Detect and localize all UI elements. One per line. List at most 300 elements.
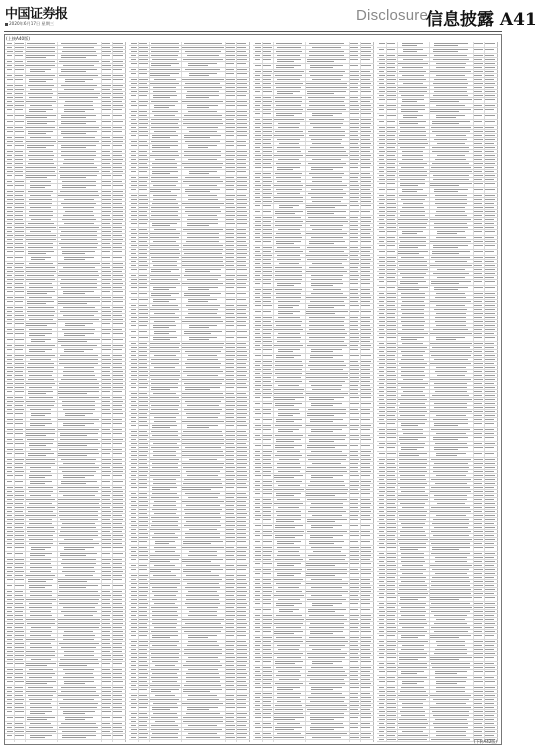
table-cell: [131, 707, 136, 708]
table-cell: [379, 547, 385, 548]
table-cell: [131, 91, 137, 92]
table-cell: [277, 563, 301, 564]
table-cell: [306, 471, 347, 472]
table-cell: [7, 599, 12, 600]
table-cell: [152, 435, 178, 436]
table-cell: [226, 559, 235, 560]
table-cell: [226, 215, 235, 216]
table-cell: [398, 383, 428, 384]
table-cell: [226, 73, 234, 74]
table-cell: [30, 423, 52, 424]
table-cell: [62, 251, 95, 252]
table-cell: [15, 627, 23, 628]
table-cell: [102, 603, 110, 604]
table-cell: [102, 345, 111, 346]
table-cell: [7, 627, 12, 628]
table-cell: [309, 337, 345, 338]
table-cell: [182, 489, 211, 490]
table-cell: [263, 247, 272, 248]
table-cell: [274, 631, 303, 632]
table-cell: [30, 419, 51, 420]
table-cell: [226, 463, 234, 464]
table-cell: [189, 339, 209, 340]
table-cell: [7, 223, 12, 224]
table-cell: [275, 663, 295, 664]
table-cell: [399, 589, 427, 590]
table-cell: [387, 325, 396, 326]
table-cell: [274, 397, 304, 398]
table-cell: [237, 151, 247, 152]
table-cell: [131, 619, 137, 620]
table-cell: [237, 245, 247, 246]
table-cell: [58, 275, 99, 276]
table-cell: [401, 199, 425, 200]
table-cell: [431, 429, 470, 430]
table-cell: [15, 349, 23, 350]
table-cell: [102, 659, 111, 660]
table-cell: [102, 429, 110, 430]
table-cell: [387, 293, 396, 294]
table-cell: [226, 51, 235, 52]
table-cell: [184, 517, 221, 518]
table-cell: [131, 211, 137, 212]
table-cell: [226, 565, 234, 566]
table-cell: [361, 337, 370, 338]
table-cell: [113, 627, 122, 628]
table-cell: [255, 475, 261, 476]
table-cell: [311, 349, 342, 350]
table-cell: [350, 217, 358, 218]
table-cell: [113, 563, 122, 564]
table-cell: [474, 553, 482, 554]
table-cell: [131, 483, 136, 484]
masthead-rule: [4, 31, 502, 32]
table-cell: [60, 355, 98, 356]
table-cell: [102, 563, 110, 564]
table-cell: [398, 87, 427, 88]
table-cell: [350, 189, 359, 190]
table-cell: [276, 87, 301, 88]
table-cell: [30, 195, 51, 196]
table-cell: [275, 289, 302, 290]
table-cell: [131, 141, 137, 142]
table-cell: [263, 185, 271, 186]
table-cell: [26, 499, 55, 500]
table-cell: [387, 43, 395, 44]
table-cell: [350, 139, 359, 140]
table-cell: [139, 313, 148, 314]
table-cell: [276, 163, 301, 164]
table-cell: [255, 541, 260, 542]
table-cell: [131, 223, 137, 224]
table-cell: [113, 263, 123, 264]
table-cell: [400, 127, 425, 128]
table-cell: [237, 725, 246, 726]
table-cell: [226, 631, 235, 632]
table-cell: [255, 71, 261, 72]
table-cell: [263, 289, 272, 290]
table-cell: [226, 695, 234, 696]
table-cell: [7, 115, 13, 116]
table-cell: [361, 649, 370, 650]
table-cell: [131, 51, 137, 52]
table-cell: [398, 269, 428, 270]
table-cell: [237, 283, 246, 284]
table-cell: [398, 289, 419, 290]
table-cell: [30, 635, 51, 636]
table-cell: [62, 735, 96, 736]
table-cell: [387, 731, 396, 732]
table-cell: [485, 91, 495, 92]
table-cell: [278, 415, 293, 416]
table-cell: [184, 649, 222, 650]
table-cell: [26, 127, 55, 128]
table-cell: [255, 173, 261, 174]
table-cell: [430, 597, 472, 598]
table-cell: [306, 489, 348, 490]
table-cell: [15, 631, 24, 632]
table-cell: [379, 63, 385, 64]
table-cell: [255, 563, 260, 564]
table-cell: [276, 177, 301, 178]
table-cell: [237, 559, 246, 560]
table-cell: [58, 443, 100, 444]
table-cell: [139, 355, 147, 356]
table-cell: [29, 79, 53, 80]
table-cell: [402, 355, 423, 356]
table-cell: [312, 603, 342, 604]
table-cell: [485, 95, 495, 96]
table-cell: [275, 275, 302, 276]
table-cell: [434, 191, 458, 192]
table-cell: [350, 683, 359, 684]
table-cell: [29, 475, 52, 476]
table-cell: [403, 391, 423, 392]
table-cell: [113, 323, 123, 324]
table-cell: [150, 155, 179, 156]
table-cell: [350, 173, 359, 174]
table-cell: [187, 105, 218, 106]
table-cell: [309, 441, 334, 442]
table-cell: [361, 201, 371, 202]
table-cell: [436, 691, 465, 692]
table-cell: [113, 167, 122, 168]
table-cell: [255, 467, 261, 468]
table-cell: [28, 133, 46, 134]
table-cell: [113, 413, 123, 414]
table-cell: [185, 603, 220, 604]
table-cell: [276, 637, 302, 638]
table-cell: [431, 553, 470, 554]
table-cell: [474, 199, 482, 200]
table-cell: [28, 191, 53, 192]
table-cell: [15, 105, 24, 106]
table-cell: [15, 663, 24, 664]
table-cell: [361, 489, 370, 490]
table-cell: [474, 667, 483, 668]
table-cell: [485, 237, 494, 238]
table-cell: [189, 173, 209, 174]
table-cell: [15, 43, 24, 44]
table-cell: [15, 311, 23, 312]
table-cell: [361, 55, 371, 56]
table-cell: [226, 703, 235, 704]
table-cell: [139, 337, 148, 338]
table-cell: [474, 245, 483, 246]
table-cell: [226, 525, 235, 526]
table-cell: [432, 577, 469, 578]
table-cell: [279, 611, 293, 612]
table-cell: [150, 397, 179, 398]
table-cell: [402, 155, 423, 156]
table-cell: [63, 65, 94, 66]
table-cell: [15, 315, 24, 316]
table-cell: [226, 641, 235, 642]
table-cell: [379, 135, 385, 136]
table-cell: [434, 223, 467, 224]
table-cell: [311, 477, 333, 478]
table-cell: [139, 245, 148, 246]
table-cell: [139, 703, 148, 704]
table-cell: [63, 375, 95, 376]
table-cell: [139, 525, 148, 526]
table-cell: [361, 603, 370, 604]
table-cell: [102, 195, 111, 196]
table-cell: [139, 431, 147, 432]
table-cell: [226, 421, 235, 422]
table-cell: [379, 527, 385, 528]
table-cell: [474, 635, 482, 636]
table-cell: [26, 383, 55, 384]
table-cell: [131, 555, 137, 556]
table-cell: [433, 439, 458, 440]
table-cell: [15, 543, 24, 544]
table-cell: [350, 341, 359, 342]
table-cell: [27, 531, 55, 532]
table-cell: [154, 79, 176, 80]
table-cell: [113, 543, 122, 544]
table-cell: [183, 665, 222, 666]
table-cell: [189, 325, 217, 326]
table-cell: [435, 561, 467, 562]
table-cell: [361, 637, 371, 638]
table-cell: [139, 421, 147, 422]
table-cell: [113, 677, 122, 678]
table-cell: [7, 251, 13, 252]
table-cell: [387, 79, 396, 80]
table-cell: [153, 451, 176, 452]
table-cell: [350, 373, 359, 374]
table-cell: [113, 691, 122, 692]
table-cell: [188, 615, 217, 616]
table-cell: [361, 275, 370, 276]
table-cell: [474, 403, 482, 404]
table-cell: [63, 409, 95, 410]
table-cell: [152, 59, 177, 60]
table-cell: [361, 519, 371, 520]
table-cell: [350, 451, 358, 452]
table-cell: [276, 521, 294, 522]
table-cell: [433, 699, 469, 700]
table-cell: [263, 361, 272, 362]
table-cell: [102, 575, 111, 576]
table-cell: [400, 711, 425, 712]
table-cell: [7, 703, 12, 704]
table-cell: [387, 569, 396, 570]
table-cell: [15, 453, 24, 454]
table-cell: [474, 325, 483, 326]
table-cell: [361, 579, 370, 580]
table-cell: [64, 89, 94, 90]
table-cell: [58, 303, 87, 304]
table-cell: [59, 449, 98, 450]
table-cell: [113, 97, 123, 98]
table-cell: [113, 297, 123, 298]
table-cell: [379, 387, 384, 388]
table-cell: [131, 177, 136, 178]
table-cell: [350, 619, 358, 620]
table-cell: [189, 529, 217, 530]
table-cell: [436, 731, 466, 732]
table-cell: [113, 603, 122, 604]
table-cell: [139, 555, 148, 556]
table-cell: [102, 323, 110, 324]
table-cell: [402, 683, 417, 684]
table-cell: [113, 227, 122, 228]
table-cell: [7, 47, 12, 48]
table-cell: [278, 311, 300, 312]
table-cell: [237, 677, 246, 678]
table-cell: [7, 271, 13, 272]
table-cell: [102, 567, 111, 568]
table-cell: [309, 71, 345, 72]
table-cell: [31, 259, 45, 260]
table-cell: [187, 55, 219, 56]
table-cell: [226, 111, 235, 112]
table-cell: [113, 453, 122, 454]
table-cell: [188, 355, 217, 356]
table-cell: [226, 83, 235, 84]
table-cell: [113, 239, 123, 240]
table-cell: [102, 487, 110, 488]
table-cell: [387, 179, 395, 180]
table-cell: [59, 491, 98, 492]
table-column: [129, 42, 250, 742]
table-cell: [60, 433, 98, 434]
table-cell: [308, 131, 345, 132]
table-cell: [152, 521, 178, 522]
table-cell: [387, 553, 396, 554]
table-cell: [485, 297, 495, 298]
table-cell: [226, 261, 234, 262]
table-cell: [102, 283, 110, 284]
table-cell: [150, 283, 180, 284]
table-cell: [255, 251, 260, 252]
table-cell: [61, 151, 96, 152]
table-cell: [361, 451, 371, 452]
table-cell: [226, 313, 234, 314]
table-cell: [102, 279, 111, 280]
table-cell: [152, 203, 178, 204]
table-cell: [131, 669, 136, 670]
table-cell: [308, 609, 346, 610]
table-cell: [237, 43, 246, 44]
table-cell: [255, 657, 261, 658]
table-cell: [309, 541, 344, 542]
table-cell: [350, 645, 358, 646]
table-cell: [237, 73, 247, 74]
table-cell: [15, 495, 24, 496]
table-cell: [350, 333, 359, 334]
table-cell: [237, 59, 247, 60]
table-cell: [26, 681, 56, 682]
table-cell: [226, 115, 235, 116]
table-cell: [30, 555, 45, 556]
table-cell: [131, 599, 137, 600]
table-cell: [432, 711, 469, 712]
table-cell: [474, 407, 483, 408]
table-cell: [436, 67, 465, 68]
table-cell: [430, 593, 471, 594]
table-cell: [15, 503, 23, 504]
table-cell: [183, 579, 222, 580]
table-cell: [255, 135, 261, 136]
table-cell: [401, 309, 424, 310]
table-cell: [131, 59, 136, 60]
table-cell: [485, 135, 495, 136]
table-cell: [398, 735, 428, 736]
table-cell: [237, 737, 246, 738]
table-cell: [263, 551, 272, 552]
table-cell: [237, 733, 247, 734]
table-cell: [387, 91, 396, 92]
table-cell: [7, 673, 13, 674]
table-cell: [62, 51, 96, 52]
table-cell: [379, 487, 385, 488]
table-cell: [237, 189, 247, 190]
table-cell: [255, 511, 260, 512]
table-cell: [387, 167, 395, 168]
table-cell: [139, 105, 147, 106]
table-cell: [275, 525, 303, 526]
table-cell: [102, 595, 111, 596]
table-cell: [113, 495, 123, 496]
table-cell: [474, 653, 483, 654]
table-cell: [63, 699, 94, 700]
table-cell: [237, 145, 246, 146]
table-cell: [139, 275, 147, 276]
table-cell: [131, 73, 136, 74]
table-cell: [361, 623, 370, 624]
table-cell: [226, 283, 235, 284]
table-cell: [102, 655, 111, 656]
table-cell: [312, 737, 341, 738]
table-cell: [7, 507, 12, 508]
table-cell: [113, 215, 123, 216]
table-cell: [379, 363, 385, 364]
table-cell: [139, 501, 148, 502]
table-cell: [63, 463, 95, 464]
table-cell: [361, 463, 370, 464]
table-cell: [350, 237, 358, 238]
table-cell: [433, 467, 469, 468]
table-cell: [361, 329, 371, 330]
table-cell: [30, 71, 45, 72]
table-cell: [387, 261, 395, 262]
table-cell: [278, 123, 300, 124]
table-cell: [152, 261, 177, 262]
table-cell: [379, 503, 384, 504]
